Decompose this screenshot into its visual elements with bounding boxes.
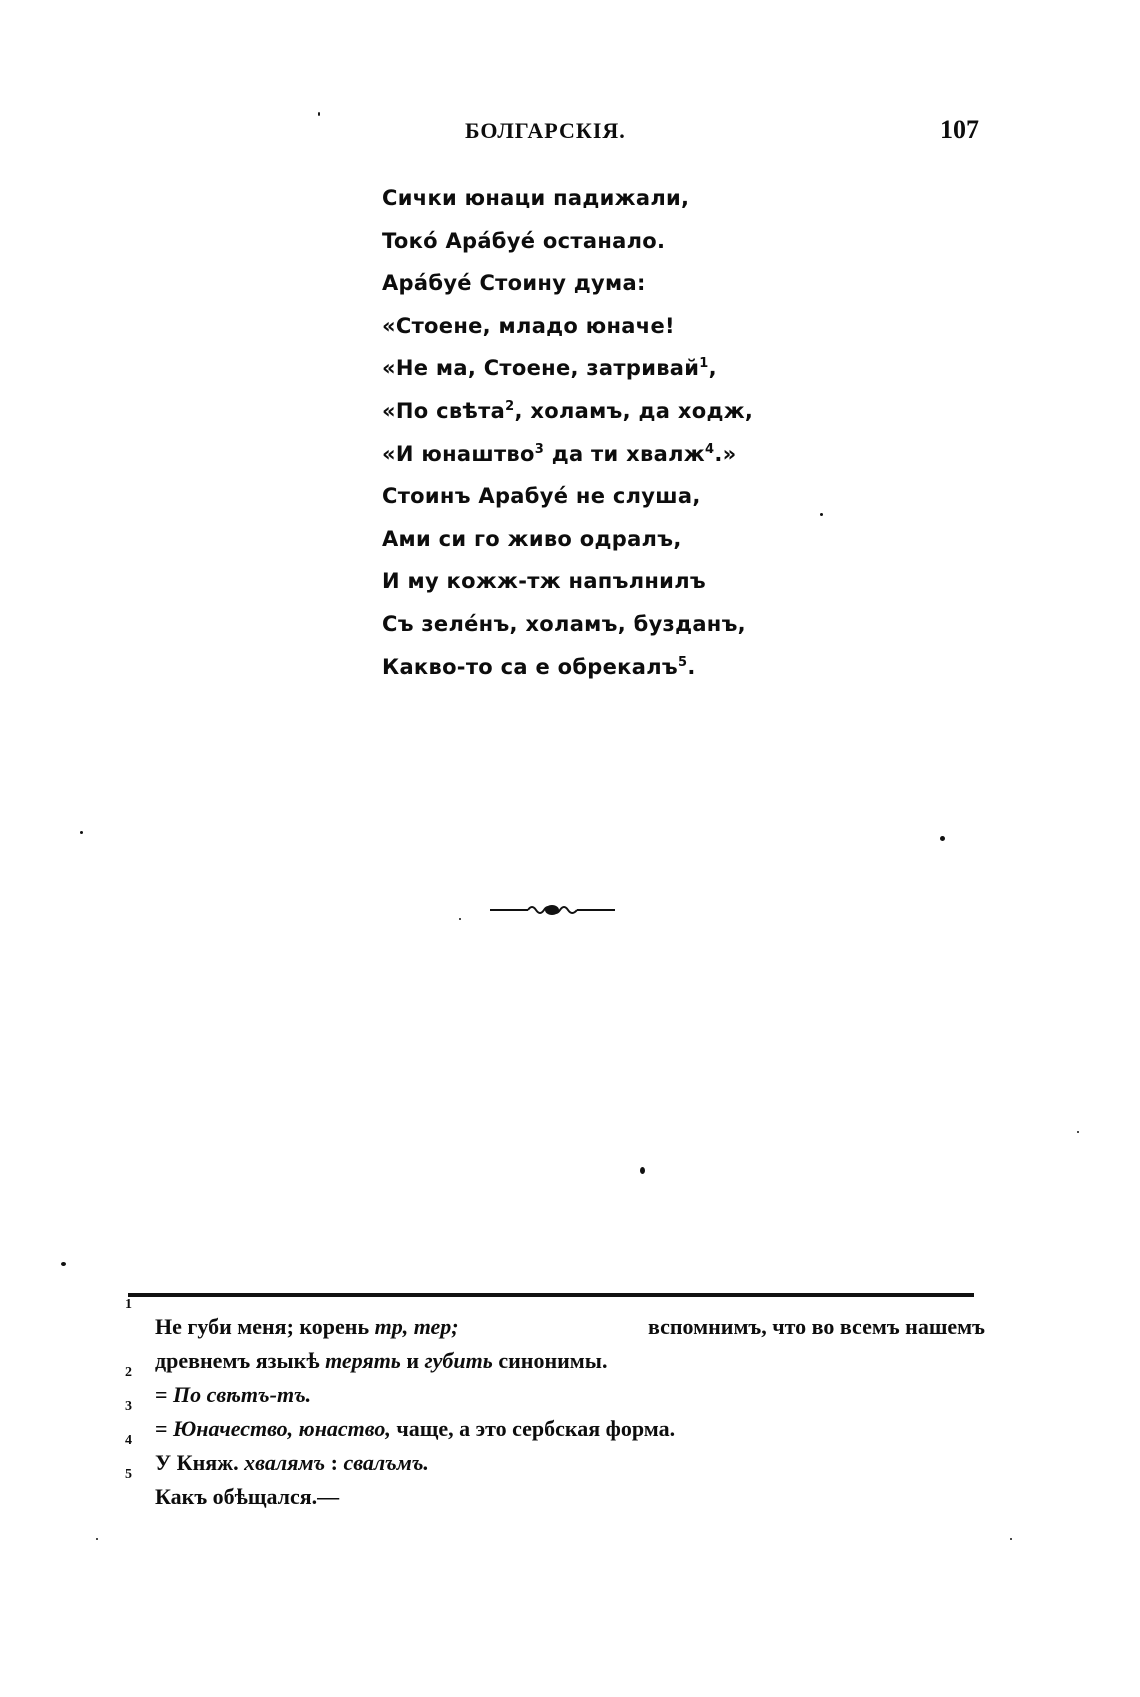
verse-line — [382, 475, 753, 518]
footnote-text: вспомнимъ, что во всемъ нашемъ — [647, 1314, 985, 1339]
verse-text: Съ зелéнъ, холамъ, бузданъ, — [382, 611, 746, 636]
footnote: 1 Не губи меня; корень тр, тер; вспомнимъ, что во всемъ нашемъ древнемъ языкѣ терять и губить синонимы. — [125, 1297, 985, 1373]
footnote-text: свалъмъ. — [343, 1450, 429, 1475]
footnotes-list — [125, 1297, 985, 1514]
verse-line — [382, 390, 753, 433]
verse-line — [382, 433, 753, 476]
verse-line — [382, 347, 753, 390]
footnote-text: По свѣтъ-тъ. — [173, 1382, 312, 1407]
footnote-text: хвалямъ — [244, 1450, 326, 1475]
verse-text: Какво-то са е обрекалъ — [382, 654, 678, 679]
footnote-marker: 2 — [505, 398, 515, 414]
speck — [61, 1262, 66, 1266]
verse-text: Ами си го живо одралъ, — [382, 526, 682, 551]
speck — [640, 1167, 645, 1174]
footnote: 2 = По свѣтъ-тъ. — [125, 1365, 312, 1407]
footnote: 4 У Княж. хвалямъ : свалъмъ. — [125, 1433, 429, 1475]
verse-text: , холамъ, да ходж, — [514, 398, 754, 423]
verse-text: «Стоене, младо юначе! — [382, 313, 675, 338]
verse-line — [382, 518, 753, 561]
page-header-title: БОЛГАРСКІЯ. — [465, 118, 626, 143]
footnote-text: губить — [424, 1348, 493, 1373]
speck — [80, 831, 83, 834]
verse-text: «И юнаштво — [382, 441, 535, 466]
verse-line — [382, 305, 753, 348]
footnote-text: тр, тер; — [374, 1314, 459, 1339]
verse-block — [382, 177, 753, 688]
verse-text: да ти хвалж — [544, 441, 705, 466]
speck — [940, 836, 945, 841]
verse-text: И му кожж-тж напълнилъ — [382, 569, 706, 594]
footnote-marker: 5 — [677, 654, 688, 670]
footnote-text: : — [325, 1450, 344, 1475]
footnote-marker: 4 — [704, 441, 715, 457]
footnote-text: Не губи меня; корень — [155, 1314, 375, 1339]
speck — [96, 1538, 98, 1540]
footnote-marker: 3 — [534, 441, 545, 457]
verse-text: Сички юнаци падижали, — [382, 186, 690, 210]
footnote-text: Какъ обѣщался.— — [155, 1484, 340, 1509]
speck — [1010, 1538, 1012, 1540]
verse-text: «По свѣта — [382, 398, 506, 423]
speck — [1077, 1131, 1079, 1133]
speck — [318, 112, 320, 116]
verse-text: . — [687, 654, 696, 679]
footnote-text: древнемъ языкѣ — [155, 1348, 326, 1373]
verse-text: «Не ма, Стоене, затривай — [382, 356, 700, 381]
footnote-text: У Княж. — [155, 1450, 245, 1475]
footnote-text: = — [155, 1416, 174, 1441]
footnote: 5 Какъ обѣщался.— — [125, 1467, 340, 1509]
footnote-text: Юначество, юнаство, — [173, 1416, 391, 1441]
footnote-rule — [128, 1293, 974, 1297]
footnote-text: терять — [325, 1348, 401, 1373]
page-number: 107 — [940, 115, 979, 144]
speck — [459, 918, 461, 920]
verse-text: Арáбуé Стоину дума: — [382, 271, 646, 296]
verse-text: .» — [714, 441, 737, 466]
verse-line — [382, 262, 753, 305]
verse-line — [382, 560, 753, 603]
verse-line — [382, 177, 753, 220]
footnote-marker: 1 — [699, 356, 709, 372]
verse-line — [382, 603, 753, 646]
footnote-text: = — [155, 1382, 174, 1407]
ornament-divider — [490, 900, 615, 920]
verse-text: Стоинъ Арабуé не слуша, — [382, 484, 701, 509]
footnote-text: и — [400, 1348, 425, 1373]
speck — [820, 513, 823, 516]
footnote-text: чаще, а это сербская форма. — [390, 1416, 676, 1441]
footnote: 3 = Юначество, юнаство, чаще, а это сербская форма. — [125, 1399, 676, 1441]
verse-line — [382, 646, 753, 689]
verse-text: Toкó Арáбуé останало. — [382, 228, 666, 253]
verse-line — [382, 220, 753, 263]
footnote-text: синонимы. — [492, 1348, 608, 1373]
verse-text: , — [708, 356, 717, 381]
